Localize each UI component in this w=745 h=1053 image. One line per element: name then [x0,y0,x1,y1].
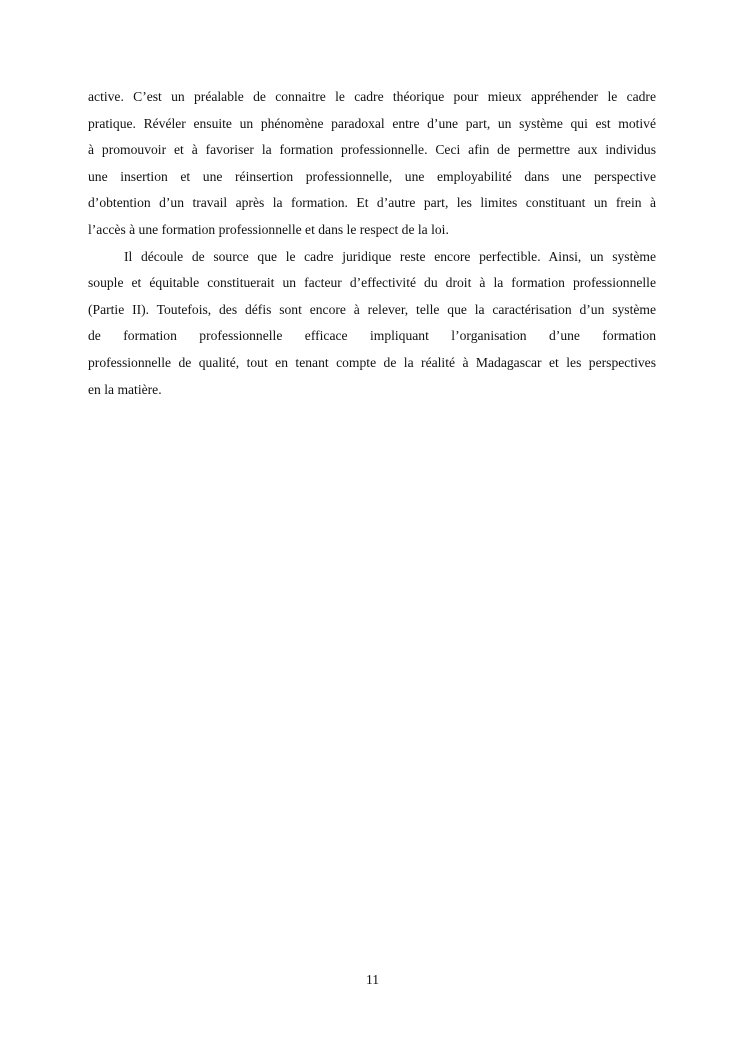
paragraph-1 [88,84,656,244]
page-number: 11 [365,972,380,987]
text-line: active. C’est un préalable de connaitre le cadre théorique pour mieux appréhender le cadre [88,89,656,104]
text-line: professionnelle de qualité, tout en tenant compte de la réalité à Madagascar et les perspectives [88,354,656,370]
text-line: en la matière. [88,381,162,397]
text-line: à promouvoir et à favoriser la formation professionnelle. Ceci afin de permettre aux individus [88,142,656,158]
text-line: (Partie II). Toutefois, des défis sont encore à relever, telle que la caractérisation d’un système [88,301,656,317]
text-line: l’accès à une formation professionnelle et dans le respect de la loi. [88,221,449,237]
text-line: d’obtention d’un travail après la formation. Et d’autre part, les limites constituant un frein à [88,195,656,211]
paragraph-2 [88,244,656,404]
text-line: Il découle de source que le cadre juridique reste encore perfectible. Ainsi, un système [124,248,656,264]
text-line: pratique. Révéler ensuite un phénomène paradoxal entre d’une part, un système qui est motivé [88,115,656,131]
body-text [88,84,656,403]
text-line: souple et équitable constituerait un facteur d’effectivité du droit à la formation professionnelle [88,275,656,291]
text-line: une insertion et une réinsertion professionnelle, une employabilité dans une perspective [88,168,656,184]
text-line: de formation professionnelle efficace impliquant l’organisation d’une formation [88,328,656,344]
